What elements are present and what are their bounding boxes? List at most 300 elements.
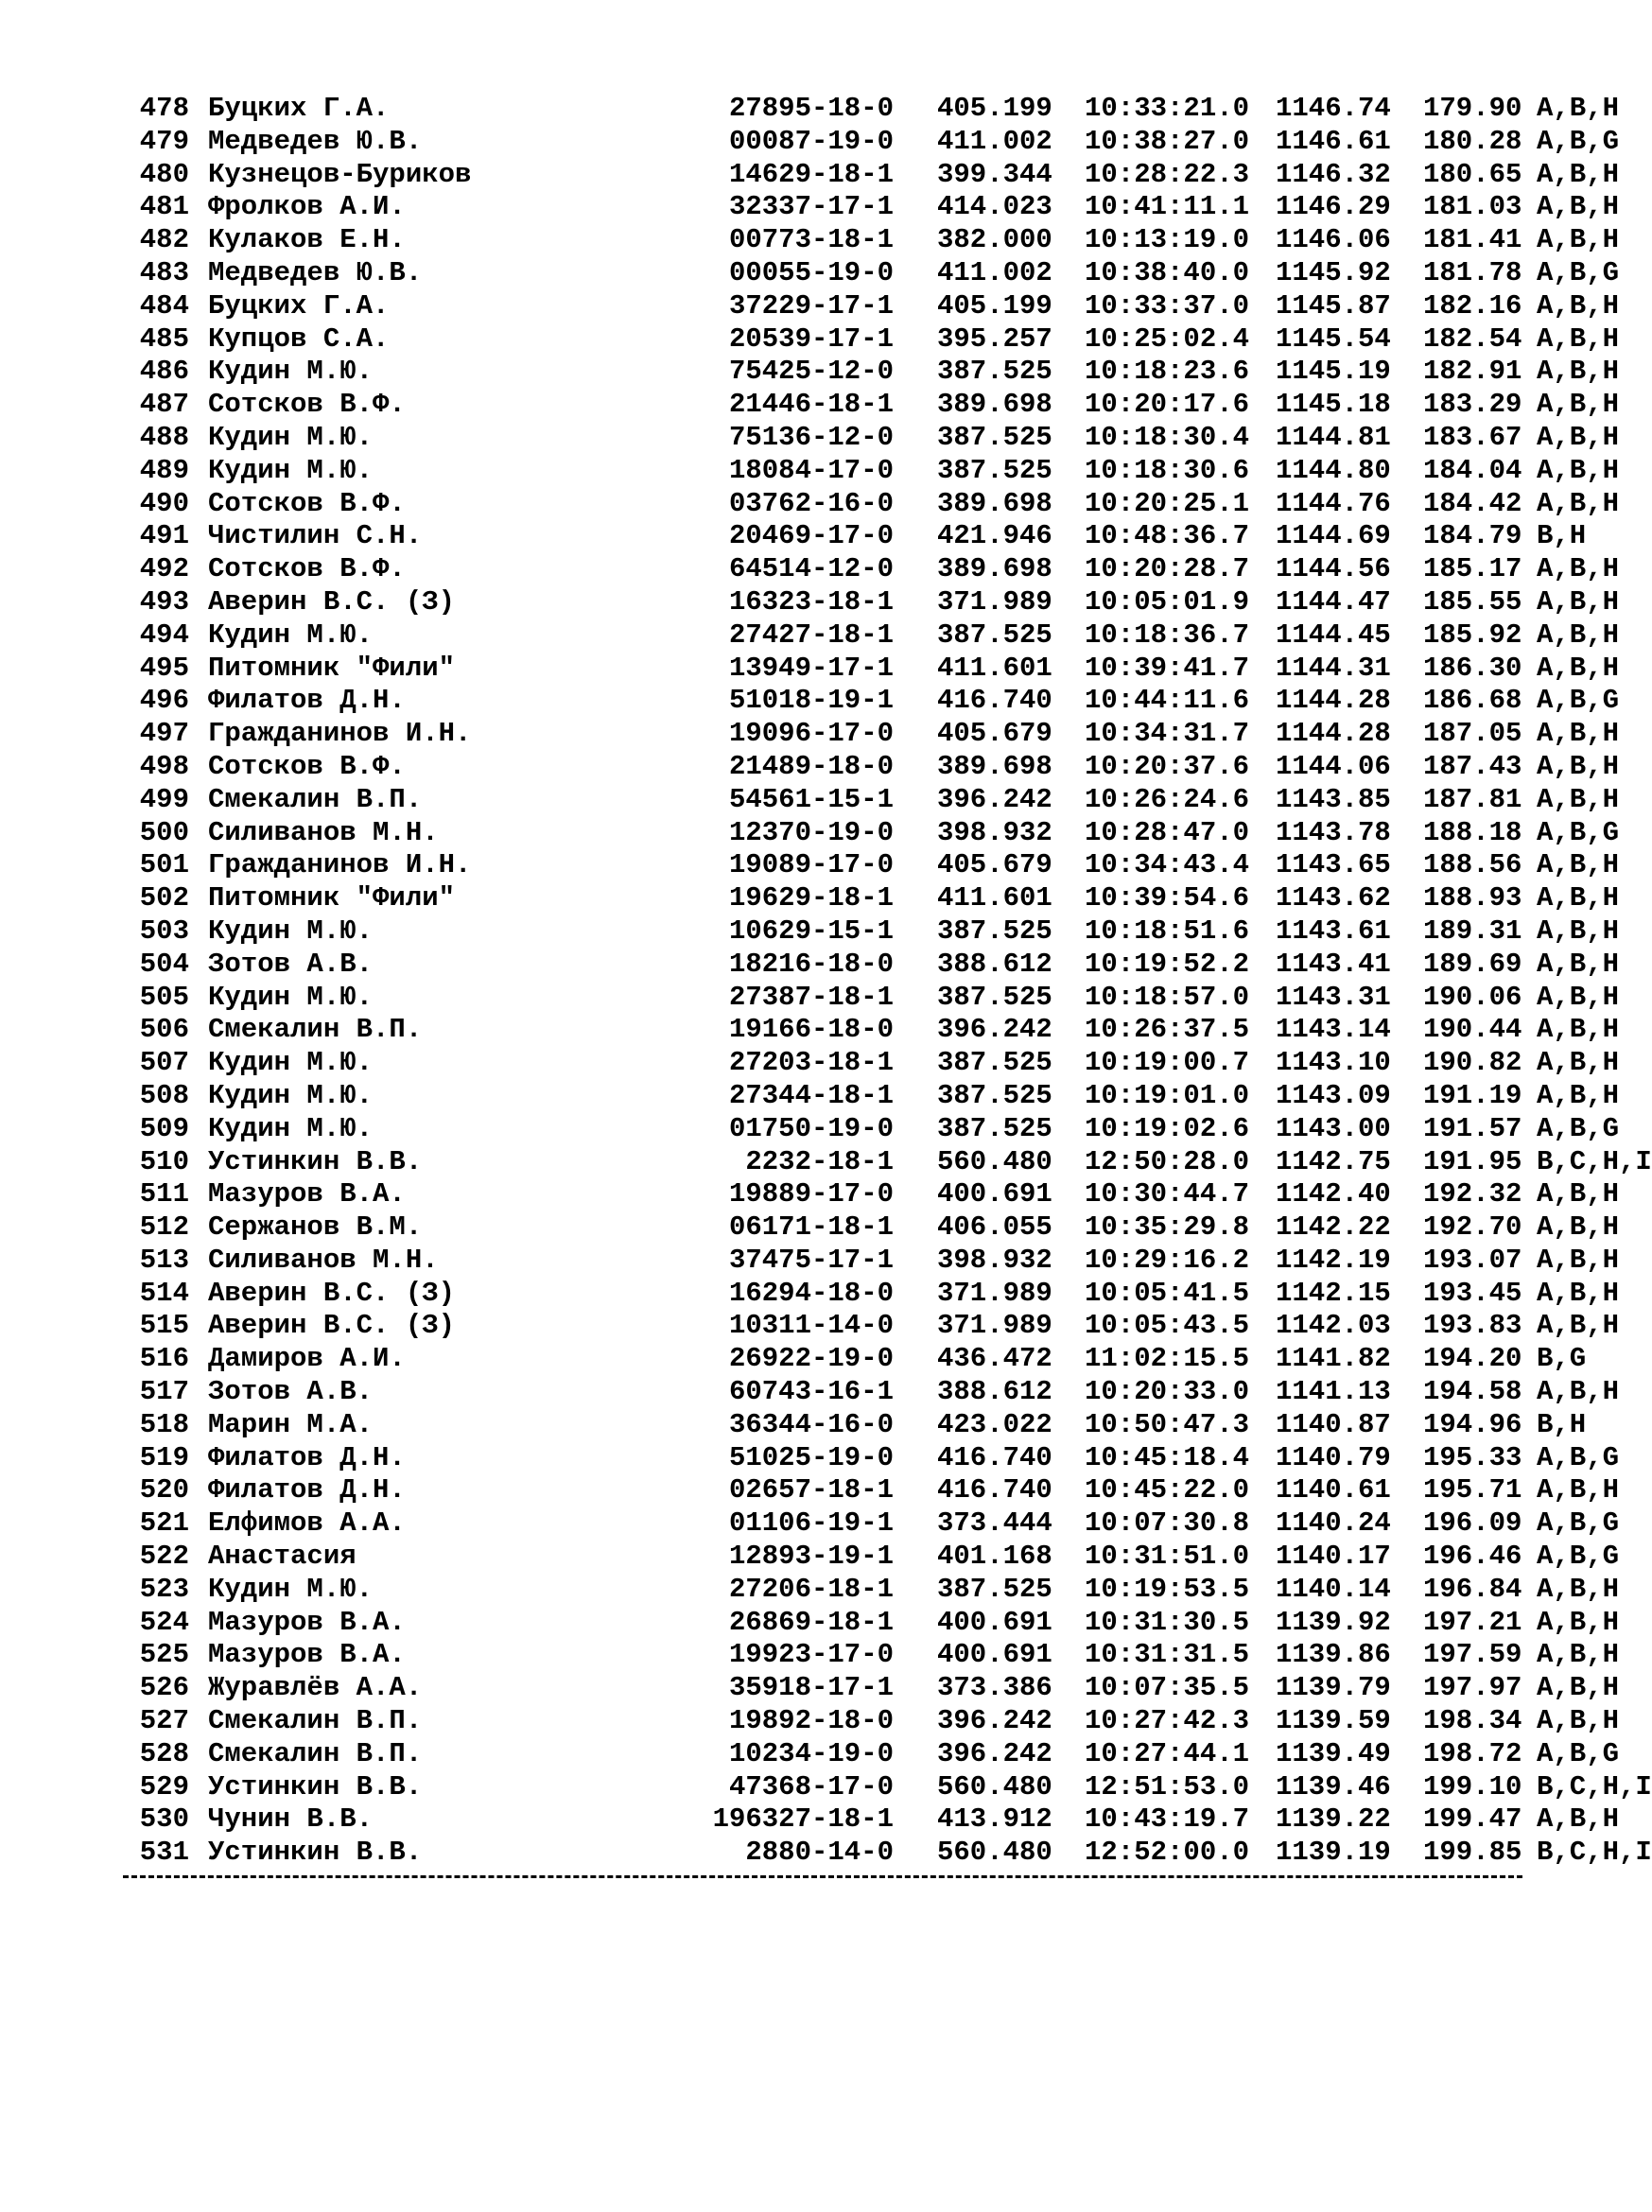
coefficient: 182.16 (1423, 289, 1522, 322)
arrival-time: 10:18:36.7 (1085, 618, 1250, 651)
distance: 389.698 (937, 389, 1052, 421)
speed: 1145.18 (1276, 389, 1391, 421)
fancier-name: Питомник "Фили" (208, 882, 456, 914)
table-row (137, 93, 1620, 126)
categories: A,B,H (1537, 158, 1620, 190)
categories: A,B,H (1537, 191, 1620, 223)
distance: 387.525 (937, 914, 1052, 947)
ring-number: 00087-19-0 (728, 125, 894, 157)
arrival-time: 10:43:19.7 (1085, 1803, 1250, 1836)
categories: A,B,H (1537, 322, 1620, 355)
speed: 1144.31 (1276, 652, 1391, 684)
place-number: 486 (139, 356, 189, 388)
arrival-time: 10:45:22.0 (1085, 1474, 1250, 1507)
table-row (137, 1014, 1620, 1047)
ring-number: 54561-15-1 (728, 783, 894, 815)
categories: A,B,G (1537, 256, 1620, 288)
speed: 1143.31 (1276, 981, 1391, 1013)
fancier-name: Устинкин В.В. (208, 1770, 423, 1803)
coefficient: 180.28 (1423, 125, 1522, 157)
table-row (137, 520, 1587, 553)
coefficient: 197.97 (1423, 1672, 1522, 1704)
table-row (137, 158, 1620, 192)
ring-number: 13949-17-1 (728, 652, 894, 684)
fancier-name: Кудин М.Ю. (208, 454, 374, 486)
ring-number: 51025-19-0 (728, 1441, 894, 1473)
arrival-time: 10:18:23.6 (1085, 356, 1250, 388)
arrival-time: 10:13:19.0 (1085, 224, 1250, 256)
fancier-name: Смекалин В.П. (208, 1014, 423, 1046)
distance: 401.168 (937, 1541, 1052, 1573)
speed: 1144.81 (1276, 421, 1391, 453)
ring-number: 60743-16-1 (728, 1376, 894, 1408)
table-row (137, 1310, 1620, 1343)
fancier-name: Питомник "Фили" (208, 652, 456, 684)
speed: 1142.15 (1276, 1277, 1391, 1309)
table-row (137, 718, 1620, 751)
fancier-name: Филатов Д.Н. (208, 1441, 406, 1473)
speed: 1143.62 (1276, 882, 1391, 914)
ring-number: 19096-17-0 (728, 718, 894, 750)
place-number: 502 (139, 882, 189, 914)
distance: 396.242 (937, 783, 1052, 815)
table-row (137, 1145, 1652, 1179)
speed: 1146.29 (1276, 191, 1391, 223)
speed: 1143.10 (1276, 1047, 1391, 1079)
fancier-name: Кудин М.Ю. (208, 356, 374, 388)
speed: 1143.85 (1276, 783, 1391, 815)
place-number: 525 (139, 1639, 189, 1671)
categories: A,B,H (1537, 1639, 1620, 1671)
coefficient: 193.45 (1423, 1277, 1522, 1309)
fancier-name: Кудин М.Ю. (208, 618, 374, 651)
ring-number: 16323-18-1 (728, 585, 894, 618)
coefficient: 189.31 (1423, 914, 1522, 947)
speed: 1143.78 (1276, 816, 1391, 848)
place-number: 531 (139, 1837, 189, 1869)
table-row (137, 585, 1620, 619)
speed: 1141.82 (1276, 1343, 1391, 1375)
results-table (137, 93, 1652, 1870)
distance: 416.740 (937, 685, 1052, 717)
place-number: 527 (139, 1705, 189, 1737)
ring-number: 2880-14-0 (745, 1837, 894, 1869)
ring-number: 75136-12-0 (728, 421, 894, 453)
ring-number: 06171-18-1 (728, 1211, 894, 1244)
speed: 1144.47 (1276, 585, 1391, 618)
coefficient: 188.56 (1423, 849, 1522, 881)
table-row (137, 1178, 1620, 1211)
place-number: 495 (139, 652, 189, 684)
ring-number: 12370-19-0 (728, 816, 894, 848)
coefficient: 192.32 (1423, 1178, 1522, 1211)
table-row (137, 191, 1620, 224)
speed: 1140.17 (1276, 1541, 1391, 1573)
speed: 1146.06 (1276, 224, 1391, 256)
distance: 400.691 (937, 1606, 1052, 1638)
place-number: 520 (139, 1474, 189, 1507)
distance: 560.480 (937, 1837, 1052, 1869)
fancier-name: Мазуров В.А. (208, 1178, 406, 1211)
speed: 1140.14 (1276, 1573, 1391, 1605)
coefficient: 197.21 (1423, 1606, 1522, 1638)
categories: A,B,G (1537, 1441, 1620, 1473)
distance: 396.242 (937, 1014, 1052, 1046)
speed: 1143.61 (1276, 914, 1391, 947)
distance: 371.989 (937, 1277, 1052, 1309)
arrival-time: 10:18:57.0 (1085, 981, 1250, 1013)
fancier-name: Смекалин В.П. (208, 1705, 423, 1737)
speed: 1144.69 (1276, 520, 1391, 552)
arrival-time: 10:44:11.6 (1085, 685, 1250, 717)
distance: 382.000 (937, 224, 1052, 256)
place-number: 519 (139, 1441, 189, 1473)
distance: 398.932 (937, 1244, 1052, 1276)
table-row (137, 454, 1620, 488)
fancier-name: Сотсков В.Ф. (208, 389, 406, 421)
fancier-name: Мазуров В.А. (208, 1606, 406, 1638)
distance: 414.023 (937, 191, 1052, 223)
speed: 1144.28 (1276, 718, 1391, 750)
fancier-name: Сержанов В.М. (208, 1211, 423, 1244)
fancier-name: Гражданинов И.Н. (208, 849, 472, 881)
coefficient: 194.58 (1423, 1376, 1522, 1408)
distance: 387.525 (937, 1573, 1052, 1605)
distance: 371.989 (937, 585, 1052, 618)
speed: 1139.59 (1276, 1705, 1391, 1737)
distance: 389.698 (937, 750, 1052, 782)
categories: A,B,H (1537, 585, 1620, 618)
distance: 398.932 (937, 816, 1052, 848)
arrival-time: 10:20:37.6 (1085, 750, 1250, 782)
coefficient: 187.81 (1423, 783, 1522, 815)
distance: 405.199 (937, 93, 1052, 124)
coefficient: 191.19 (1423, 1079, 1522, 1111)
coefficient: 190.44 (1423, 1014, 1522, 1046)
categories: A,B,H (1537, 93, 1620, 124)
speed: 1139.46 (1276, 1770, 1391, 1803)
distance: 396.242 (937, 1705, 1052, 1737)
distance: 405.679 (937, 849, 1052, 881)
speed: 1144.80 (1276, 454, 1391, 486)
coefficient: 195.33 (1423, 1441, 1522, 1473)
distance: 389.698 (937, 553, 1052, 585)
ring-number: 20539-17-1 (728, 322, 894, 355)
ring-number: 36344-16-0 (728, 1408, 894, 1440)
categories: A,B,H (1537, 553, 1620, 585)
distance: 411.601 (937, 882, 1052, 914)
categories: A,B,H (1537, 1573, 1620, 1605)
speed: 1144.56 (1276, 553, 1391, 585)
table-row (137, 1376, 1620, 1409)
distance: 396.242 (937, 1737, 1052, 1769)
coefficient: 185.92 (1423, 618, 1522, 651)
distance: 423.022 (937, 1408, 1052, 1440)
place-number: 483 (139, 256, 189, 288)
place-number: 522 (139, 1541, 189, 1573)
fancier-name: Кудин М.Ю. (208, 1047, 374, 1079)
coefficient: 196.09 (1423, 1507, 1522, 1540)
ring-number: 26922-19-0 (728, 1343, 894, 1375)
place-number: 488 (139, 421, 189, 453)
coefficient: 189.69 (1423, 948, 1522, 980)
arrival-time: 10:48:36.7 (1085, 520, 1250, 552)
place-number: 528 (139, 1737, 189, 1769)
fancier-name: Филатов Д.Н. (208, 1474, 406, 1507)
speed: 1142.03 (1276, 1310, 1391, 1342)
coefficient: 199.47 (1423, 1803, 1522, 1836)
fancier-name: Силиванов М.Н. (208, 1244, 439, 1276)
categories: A,B,H (1537, 1376, 1620, 1408)
categories: A,B,H (1537, 618, 1620, 651)
distance: 399.344 (937, 158, 1052, 190)
arrival-time: 10:20:25.1 (1085, 487, 1250, 519)
speed: 1139.49 (1276, 1737, 1391, 1769)
speed: 1140.24 (1276, 1507, 1391, 1540)
coefficient: 184.04 (1423, 454, 1522, 486)
arrival-time: 10:20:28.7 (1085, 553, 1250, 585)
categories: B,C,H,I (1537, 1837, 1652, 1869)
arrival-time: 10:29:16.2 (1085, 1244, 1250, 1276)
ring-number: 75425-12-0 (728, 356, 894, 388)
coefficient: 188.93 (1423, 882, 1522, 914)
coefficient: 181.41 (1423, 224, 1522, 256)
table-row (137, 1573, 1620, 1607)
arrival-time: 10:19:02.6 (1085, 1112, 1250, 1144)
table-row (137, 783, 1620, 817)
fancier-name: Силиванов М.Н. (208, 816, 439, 848)
table-row (137, 389, 1620, 422)
place-number: 523 (139, 1573, 189, 1605)
arrival-time: 10:19:53.5 (1085, 1573, 1250, 1605)
table-row (137, 1244, 1620, 1278)
speed: 1139.22 (1276, 1803, 1391, 1836)
ring-number: 10234-19-0 (728, 1737, 894, 1769)
arrival-time: 12:52:00.0 (1085, 1837, 1250, 1869)
speed: 1145.54 (1276, 322, 1391, 355)
arrival-time: 12:50:28.0 (1085, 1145, 1250, 1177)
ring-number: 14629-18-1 (728, 158, 894, 190)
table-row (137, 1606, 1620, 1640)
ring-number: 10629-15-1 (728, 914, 894, 947)
table-row (137, 685, 1620, 718)
coefficient: 184.79 (1423, 520, 1522, 552)
distance: 389.698 (937, 487, 1052, 519)
arrival-time: 10:20:17.6 (1085, 389, 1250, 421)
fancier-name: Елфимов А.А. (208, 1507, 406, 1540)
categories: A,B,H (1537, 783, 1620, 815)
distance: 395.257 (937, 322, 1052, 355)
arrival-time: 10:27:44.1 (1085, 1737, 1250, 1769)
place-number: 518 (139, 1408, 189, 1440)
table-row (137, 1079, 1620, 1113)
coefficient: 199.85 (1423, 1837, 1522, 1869)
distance: 373.444 (937, 1507, 1052, 1540)
distance: 411.601 (937, 652, 1052, 684)
fancier-name: Зотов А.В. (208, 1376, 374, 1408)
table-row (137, 1474, 1620, 1507)
ring-number: 19166-18-0 (728, 1014, 894, 1046)
categories: A,B,H (1537, 1705, 1620, 1737)
place-number: 504 (139, 948, 189, 980)
table-row (137, 816, 1620, 850)
coefficient: 194.20 (1423, 1343, 1522, 1375)
arrival-time: 10:18:51.6 (1085, 914, 1250, 947)
categories: A,B,H (1537, 652, 1620, 684)
coefficient: 185.55 (1423, 585, 1522, 618)
table-row (137, 356, 1620, 389)
arrival-time: 10:38:40.0 (1085, 256, 1250, 288)
arrival-time: 10:19:00.7 (1085, 1047, 1250, 1079)
distance: 421.946 (937, 520, 1052, 552)
fancier-name: Аверин В.С. (З) (208, 1277, 456, 1309)
arrival-time: 10:25:02.4 (1085, 322, 1250, 355)
table-row (137, 1408, 1587, 1442)
table-row (137, 1277, 1620, 1311)
ring-number: 21489-18-0 (728, 750, 894, 782)
place-number: 515 (139, 1310, 189, 1342)
categories: B,C,H,I (1537, 1770, 1652, 1803)
speed: 1143.14 (1276, 1014, 1391, 1046)
fancier-name: Купцов С.А. (208, 322, 390, 355)
place-number: 513 (139, 1244, 189, 1276)
ring-number: 00055-19-0 (728, 256, 894, 288)
categories: A,B,H (1537, 454, 1620, 486)
coefficient: 186.30 (1423, 652, 1522, 684)
speed: 1140.79 (1276, 1441, 1391, 1473)
arrival-time: 10:41:11.1 (1085, 191, 1250, 223)
table-row (137, 1541, 1620, 1574)
table-row (137, 1343, 1587, 1376)
fancier-name: Аверин В.С. (З) (208, 585, 456, 618)
fancier-name: Сотсков В.Ф. (208, 553, 406, 585)
categories: A,B,H (1537, 1047, 1620, 1079)
distance: 387.525 (937, 356, 1052, 388)
categories: A,B,G (1537, 685, 1620, 717)
table-row (137, 948, 1620, 982)
categories: A,B,H (1537, 750, 1620, 782)
categories: A,B,H (1537, 224, 1620, 256)
arrival-time: 10:26:24.6 (1085, 783, 1250, 815)
coefficient: 196.84 (1423, 1573, 1522, 1605)
place-number: 500 (139, 816, 189, 848)
distance: 400.691 (937, 1639, 1052, 1671)
distance: 560.480 (937, 1770, 1052, 1803)
arrival-time: 10:33:37.0 (1085, 289, 1250, 322)
categories: A,B,H (1537, 389, 1620, 421)
place-number: 529 (139, 1770, 189, 1803)
arrival-time: 10:50:47.3 (1085, 1408, 1250, 1440)
place-number: 499 (139, 783, 189, 815)
arrival-time: 10:31:30.5 (1085, 1606, 1250, 1638)
speed: 1142.22 (1276, 1211, 1391, 1244)
categories: A,B,H (1537, 1672, 1620, 1704)
categories: A,B,G (1537, 1112, 1620, 1144)
speed: 1139.79 (1276, 1672, 1391, 1704)
arrival-time: 10:20:33.0 (1085, 1376, 1250, 1408)
fancier-name: Марин М.А. (208, 1408, 374, 1440)
categories: A,B,G (1537, 1737, 1620, 1769)
table-row (137, 1737, 1620, 1771)
arrival-time: 10:34:43.4 (1085, 849, 1250, 881)
fancier-name: Буцких Г.А. (208, 93, 390, 124)
place-number: 485 (139, 322, 189, 355)
categories: B,H (1537, 520, 1587, 552)
fancier-name: Буцких Г.А. (208, 289, 390, 322)
coefficient: 198.34 (1423, 1705, 1522, 1737)
table-row (137, 125, 1620, 159)
ring-number: 21446-18-1 (728, 389, 894, 421)
arrival-time: 10:34:31.7 (1085, 718, 1250, 750)
table-row (137, 256, 1620, 290)
place-number: 478 (139, 93, 189, 124)
arrival-time: 11:02:15.5 (1085, 1343, 1250, 1375)
distance: 400.691 (937, 1178, 1052, 1211)
place-number: 506 (139, 1014, 189, 1046)
place-number: 480 (139, 158, 189, 190)
place-number: 505 (139, 981, 189, 1013)
fancier-name: Кузнецов-Буриков (208, 158, 472, 190)
fancier-name: Кудин М.Ю. (208, 421, 374, 453)
coefficient: 182.91 (1423, 356, 1522, 388)
place-number: 514 (139, 1277, 189, 1309)
arrival-time: 10:19:01.0 (1085, 1079, 1250, 1111)
categories: A,B,H (1537, 1606, 1620, 1638)
categories: B,C,H,I (1537, 1145, 1652, 1177)
place-number: 510 (139, 1145, 189, 1177)
distance: 416.740 (937, 1441, 1052, 1473)
ring-number: 196327-18-1 (712, 1803, 894, 1836)
table-row (137, 1507, 1620, 1541)
arrival-time: 10:31:51.0 (1085, 1541, 1250, 1573)
fancier-name: Аверин В.С. (З) (208, 1310, 456, 1342)
categories: A,B,H (1537, 948, 1620, 980)
distance: 387.525 (937, 618, 1052, 651)
table-row (137, 1112, 1620, 1146)
fancier-name: Кудин М.Ю. (208, 1112, 374, 1144)
arrival-time: 10:07:35.5 (1085, 1672, 1250, 1704)
table-row (137, 914, 1620, 949)
table-row (137, 1705, 1620, 1738)
coefficient: 193.83 (1423, 1310, 1522, 1342)
place-number: 494 (139, 618, 189, 651)
coefficient: 192.70 (1423, 1211, 1522, 1244)
distance: 413.912 (937, 1803, 1052, 1836)
coefficient: 198.72 (1423, 1737, 1522, 1769)
speed: 1143.65 (1276, 849, 1391, 881)
place-number: 530 (139, 1803, 189, 1836)
ring-number: 20469-17-0 (728, 520, 894, 552)
place-number: 508 (139, 1079, 189, 1111)
distance: 416.740 (937, 1474, 1052, 1507)
fancier-name: Гражданинов И.Н. (208, 718, 472, 750)
place-number: 484 (139, 289, 189, 322)
arrival-time: 12:51:53.0 (1085, 1770, 1250, 1803)
arrival-time: 10:35:29.8 (1085, 1211, 1250, 1244)
place-number: 503 (139, 914, 189, 947)
categories: B,H (1537, 1408, 1587, 1440)
distance: 411.002 (937, 125, 1052, 157)
categories: A,B,H (1537, 1211, 1620, 1244)
ring-number: 18216-18-0 (728, 948, 894, 980)
arrival-time: 10:45:18.4 (1085, 1441, 1250, 1473)
speed: 1140.61 (1276, 1474, 1391, 1507)
speed: 1144.45 (1276, 618, 1391, 651)
categories: A,B,H (1537, 981, 1620, 1013)
speed: 1145.19 (1276, 356, 1391, 388)
table-row (137, 421, 1620, 455)
coefficient: 191.57 (1423, 1112, 1522, 1144)
